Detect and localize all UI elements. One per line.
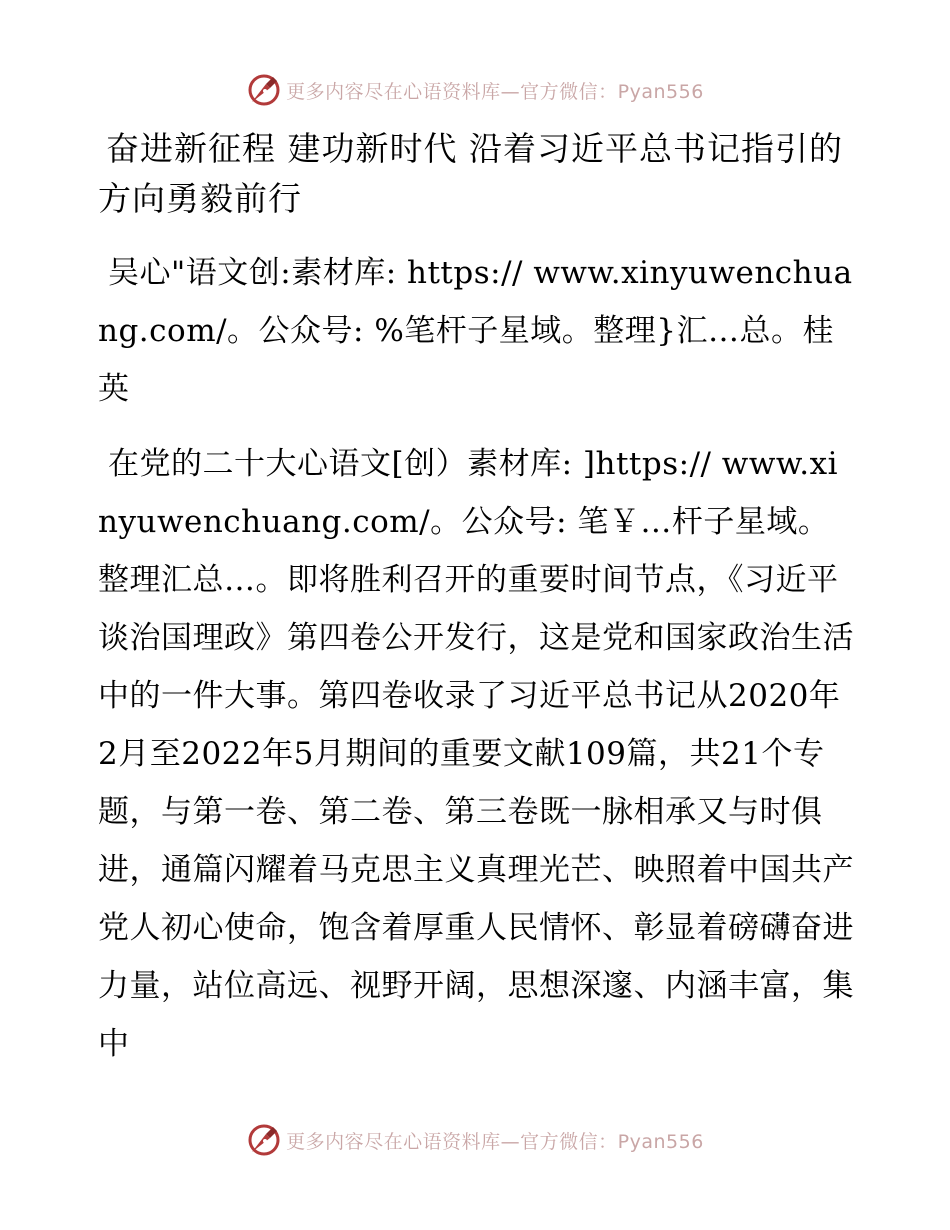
footer-watermark (0, 1120, 950, 1160)
document-body (98, 124, 858, 1073)
paragraph: 吴心"语文创:素材库: https:// www.xinyuwenchuang.com/。公众号: %笔杆子星域。整理}汇…总。桂英 (98, 255, 853, 407)
watermark-text: 更多内容尽在心语资料库—官方微信：Pyan556 (286, 80, 704, 103)
document-title: 奋进新征程 建功新时代 沿着习近平总书记指引的方向勇毅前行 (98, 129, 843, 218)
pen-nib-circle-icon (246, 1122, 282, 1158)
paragraph: 在党的二十大心语文[创）素材库: ]https:// www.xinyuwenchuang.com/。公众号: 笔￥…杆子星域。整理汇总…。即将胜利召开的重要时间节点，《习近平谈治国理政》第四卷公开发行，这是党和国家政治生活中的一件大事。第四卷收录了习近平总书记从2020年2月至2022年5月期间的重要文献109篇，共21个专题，与第一卷、第二卷、第三卷既一脉相承又与时俱进，通篇闪耀着马克思主义真理光芒、映照着中国共产党人初心使命，饱含着厚重人民情怀、彰显着磅礴奋进力量，站位高远、视野开阔，思想深邃、内涵丰富，集中 (98, 446, 854, 1062)
watermark-text: 更多内容尽在心语资料库—官方微信：Pyan556 (286, 1130, 704, 1153)
header-watermark (0, 70, 950, 110)
pen-nib-circle-icon (246, 72, 282, 108)
